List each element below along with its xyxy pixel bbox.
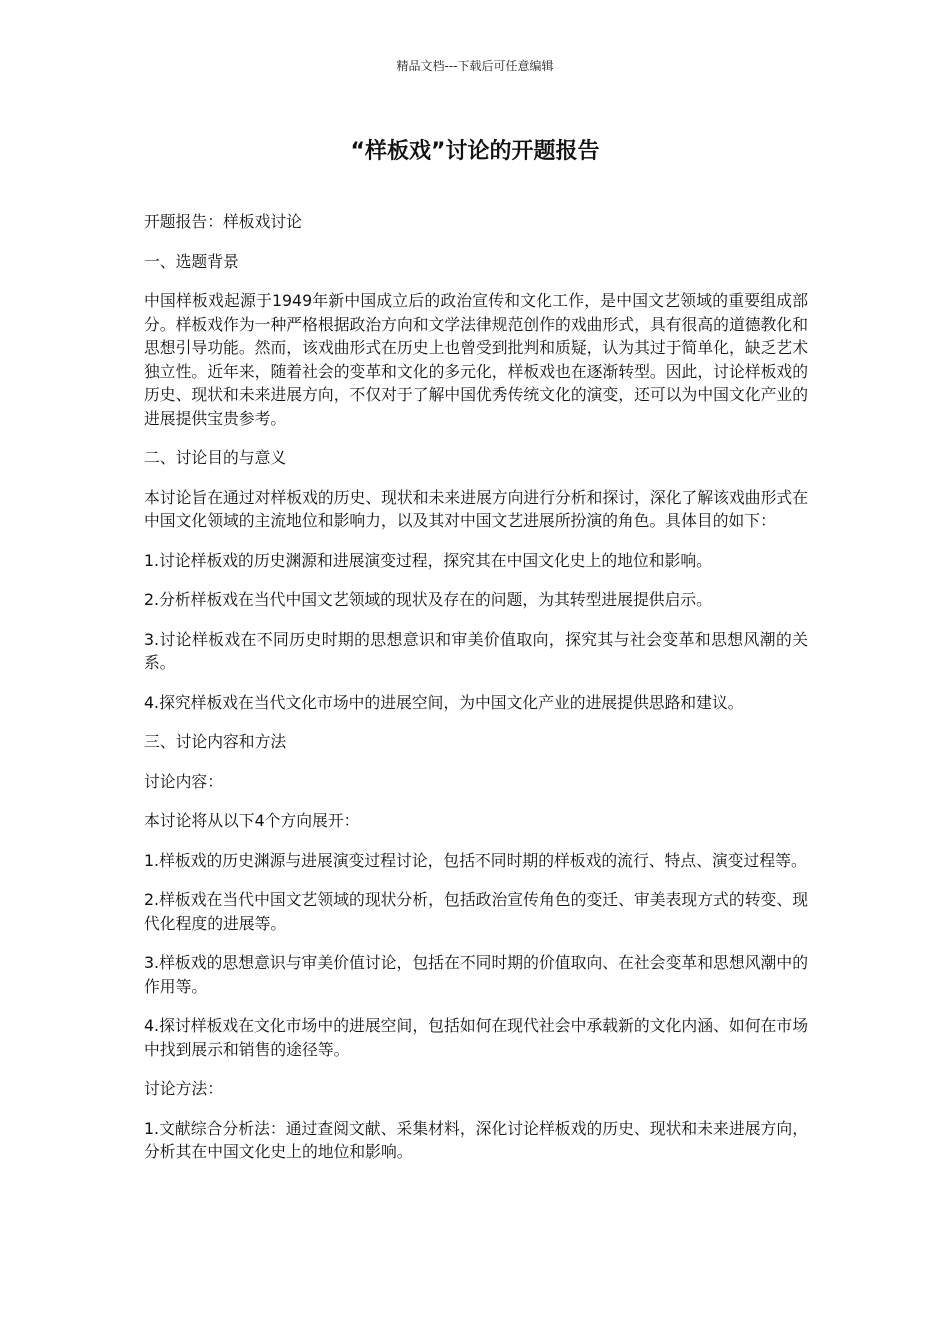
document-body xyxy=(144,210,808,1180)
report-label: 开题报告：样板戏讨论 xyxy=(144,212,302,231)
body-paragraph-background: 中国样板戏起源于1949年新中国成立后的政治宣传和文化工作，是中国文艺领域的重要组成部分。样板戏作为一种严格根据政治方向和文学法律规范创作的戏曲形式，具有很高的道德教化和思想引导功能。然而，该戏曲形式在历史上也曾受到批判和质疑，认为其过于简单化，缺乏艺术独立性。近年来，随着社会的变革和文化的多元化，样板戏也在逐渐转型。因此，讨论样板戏的历史、现状和未来进展方向，不仅对于了解中国优秀传统文化的演变，还可以为中国文化产业的进展提供宝贵参考。 xyxy=(144,291,808,428)
subheading-method: 讨论方法： xyxy=(144,1079,223,1098)
section-heading-content-method: 三、讨论内容和方法 xyxy=(144,732,287,751)
content-intro: 本讨论将从以下4个方向展开： xyxy=(144,811,360,830)
purpose-item-4: 4.探究样板戏在当代文化市场中的进展空间，为中国文化产业的进展提供思路和建议。 xyxy=(144,692,744,712)
purpose-item-2: 2.分析样板戏在当代中国文艺领域的现状及存在的问题，为其转型进展提供启示。 xyxy=(144,590,712,609)
section-heading-background: 一、选题背景 xyxy=(144,251,239,271)
purpose-item-1: 1.讨论样板戏的历史渊源和进展演变过程，探究其在中国文化史上的地位和影响。 xyxy=(144,550,712,570)
content-item-3: 3.样板戏的思想意识与审美价值讨论，包括在不同时期的价值取向、在社会变革和思想风潮中的作用等。 xyxy=(144,953,808,996)
purpose-item-3: 3.讨论样板戏在不同历史时期的思想意识和审美价值取向，探究其与社会变革和思想风潮的关系。 xyxy=(144,629,808,672)
page-header-note: 精品文档---下载后可任意编辑 xyxy=(396,59,554,73)
method-item-1: 1.文献综合分析法：通过查阅文献、采集材料，深化讨论样板戏的历史、现状和未来进展方向，分析其在中国文化史上的地位和影响。 xyxy=(144,1118,808,1161)
content-item-4: 4.探讨样板戏在文化市场中的进展空间，包括如何在现代社会中承载新的文化内涵、如何在市场中找到展示和销售的途径等。 xyxy=(144,1016,808,1059)
document-title: “样板戏”讨论的开题报告 xyxy=(350,139,600,164)
body-paragraph-purpose: 本讨论旨在通过对样板戏的历史、现状和未来进展方向进行分析和探讨，深化了解该戏曲形式在中国文化领域的主流地位和影响力，以及其对中国文艺进展所扮演的角色。具体目的如下： xyxy=(144,487,808,530)
section-heading-purpose: 二、讨论目的与意义 xyxy=(144,448,287,467)
content-item-1: 1.样板戏的历史渊源与进展演变过程讨论，包括不同时期的样板戏的流行、特点、演变过程等。 xyxy=(144,850,807,870)
subheading-content: 讨论内容： xyxy=(144,771,223,791)
content-item-2: 2.样板戏在当代中国文艺领域的现状分析，包括政治宣传角色的变迁、审美表现方式的转变、现代化程度的进展等。 xyxy=(144,890,808,933)
